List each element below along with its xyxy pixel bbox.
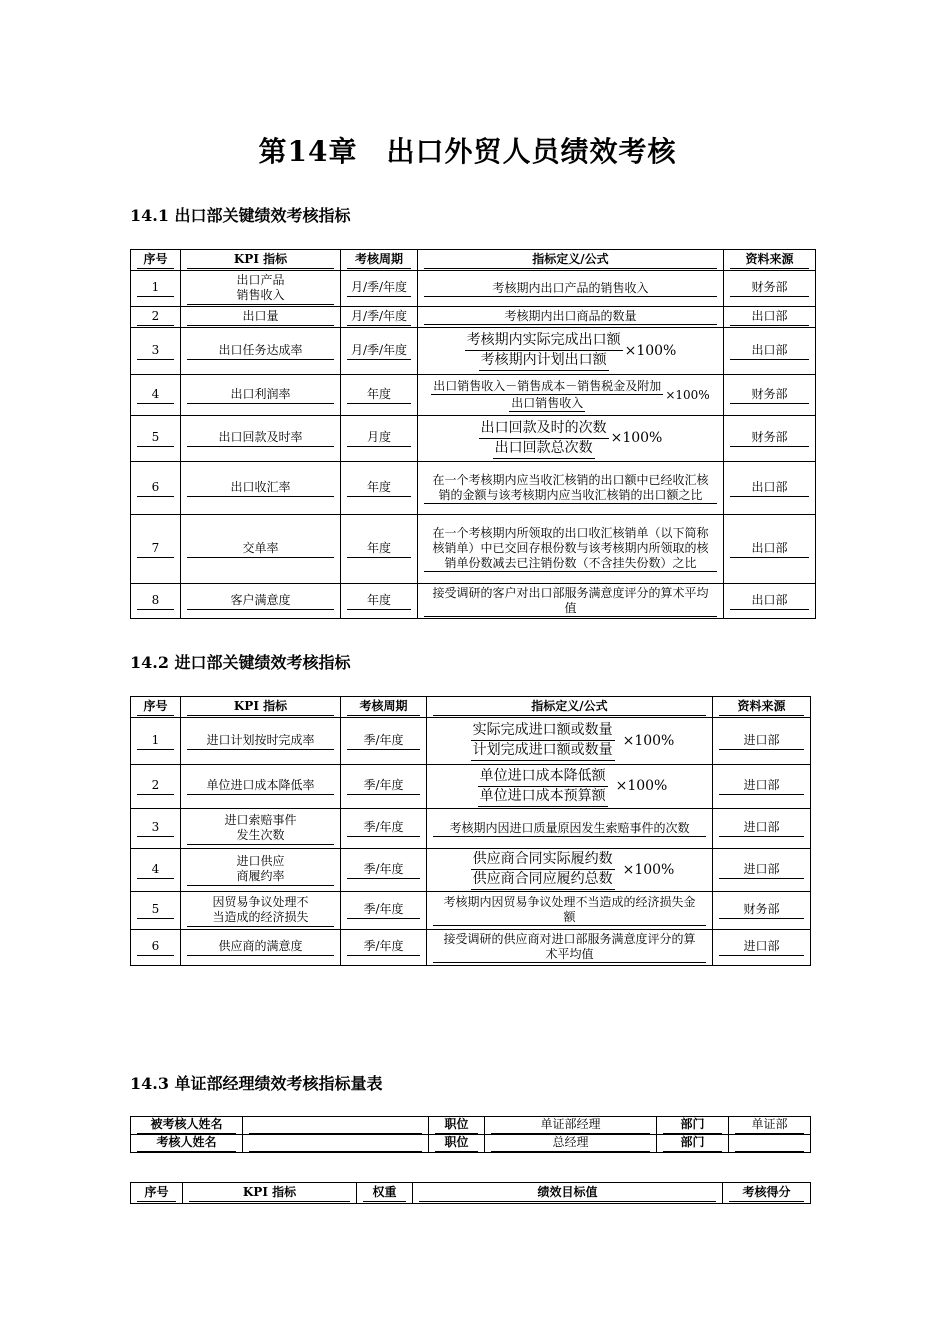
table-row <box>131 892 811 930</box>
column-header-label: KPI 指标 <box>189 1185 350 1202</box>
import-kpi-table <box>130 696 811 966</box>
table-row <box>131 271 816 307</box>
row-number: 8 <box>137 593 174 610</box>
assessee-name-label: 被考核人姓名 <box>137 1117 236 1134</box>
data-source: 进口部 <box>719 733 804 750</box>
formula <box>472 767 668 807</box>
assessment-period: 季/年度 <box>347 902 420 919</box>
source-cell <box>724 328 816 375</box>
assessee-department-value: 单证部 <box>735 1117 804 1134</box>
definition-cell <box>418 584 724 619</box>
assessment-period: 月/季/年度 <box>347 309 411 326</box>
kpi-name: 出口利润率 <box>187 387 334 404</box>
export-kpi-table <box>130 249 816 619</box>
kpi-name: 供应商的满意度 <box>187 939 334 956</box>
formula-multiplier: ×100% <box>665 387 710 402</box>
table-row <box>131 515 816 584</box>
period-cell <box>341 718 427 765</box>
kpi-name-cell <box>181 765 341 809</box>
column-header-label: 指标定义/公式 <box>424 252 717 269</box>
kpi-name: 出口量 <box>187 309 334 326</box>
kpi-name-cell <box>181 930 341 966</box>
period-cell <box>341 328 418 375</box>
column-header-label: 考核周期 <box>347 252 411 269</box>
column-header <box>713 697 811 718</box>
definition-text: 考核期内因进口质量原因发生索赔事件的次数 <box>433 821 706 837</box>
formula-denominator: 计划完成进口额或数量 <box>471 741 615 761</box>
row-number-cell <box>131 809 181 849</box>
column-header-label: 序号 <box>137 1185 176 1202</box>
data-source: 进口部 <box>719 778 804 795</box>
row-number-cell <box>131 584 181 619</box>
column-header-label: KPI 指标 <box>187 699 334 716</box>
data-source: 财务部 <box>730 387 809 404</box>
row-number-cell <box>131 307 181 328</box>
data-source: 出口部 <box>730 309 809 326</box>
definition-cell <box>418 375 724 416</box>
assessor-department-field[interactable] <box>735 1135 804 1152</box>
row-number-cell <box>131 328 181 375</box>
assessment-period: 月/季/年度 <box>347 280 411 297</box>
section-heading-1: 14.1 出口部关键绩效考核指标 <box>130 206 351 225</box>
row-number: 7 <box>137 541 174 558</box>
definition-cell <box>418 416 724 462</box>
assessor-position-value: 总经理 <box>491 1135 650 1152</box>
source-cell <box>713 930 811 966</box>
table-row <box>131 849 811 892</box>
assessment-period: 季/年度 <box>347 820 420 837</box>
formula-multiplier: ×100% <box>610 430 663 446</box>
period-cell <box>341 462 418 515</box>
table-row <box>131 328 816 375</box>
column-header-label: 序号 <box>137 252 174 269</box>
row-number: 6 <box>137 480 174 497</box>
row-number-cell <box>131 718 181 765</box>
kpi-name: 出口收汇率 <box>187 480 334 497</box>
data-source: 出口部 <box>730 593 809 610</box>
assessment-period: 年度 <box>347 480 411 497</box>
formula-denominator: 出口回款总次数 <box>493 439 595 459</box>
formula-multiplier: ×100% <box>622 861 675 878</box>
row-number-cell <box>131 515 181 584</box>
position-label: 职位 <box>435 1135 478 1152</box>
kpi-name-cell <box>181 328 341 375</box>
formula-denominator: 考核期内计划出口额 <box>479 351 609 371</box>
kpi-name: 进口计划按时完成率 <box>187 733 334 750</box>
table-row <box>131 375 816 416</box>
manager-kpi-table <box>130 1182 811 1204</box>
source-cell <box>724 307 816 328</box>
period-cell <box>341 416 418 462</box>
column-header <box>181 697 341 718</box>
kpi-name-cell <box>181 849 341 892</box>
formula-numerator: 出口销售收入－销售成本－销售税金及附加 <box>433 379 662 393</box>
source-cell <box>713 809 811 849</box>
definition-cell <box>418 328 724 375</box>
fraction <box>431 378 663 412</box>
fraction <box>465 331 623 371</box>
source-cell <box>724 271 816 307</box>
data-source: 财务部 <box>730 430 809 447</box>
row-number: 4 <box>137 862 174 879</box>
kpi-name: 出口任务达成率 <box>187 343 334 360</box>
definition-cell <box>427 718 713 765</box>
assessment-period: 年度 <box>347 541 411 558</box>
data-source: 财务部 <box>730 280 809 297</box>
assessee-row <box>131 1117 811 1135</box>
formula-numerator: 考核期内实际完成出口额 <box>465 331 623 351</box>
department-label: 部门 <box>663 1117 722 1134</box>
assessee-name-field[interactable] <box>249 1117 422 1134</box>
definition-text: 考核期内因贸易争议处理不当造成的经济损失金额 <box>433 895 706 926</box>
row-number: 6 <box>137 939 174 956</box>
data-source: 出口部 <box>730 480 809 497</box>
column-header-label: 资料来源 <box>730 252 809 269</box>
formula-denominator: 供应商合同应履约总数 <box>471 870 615 890</box>
column-header-label: 资料来源 <box>719 699 804 716</box>
kpi-name: 单位进口成本降低率 <box>187 778 334 795</box>
table-row <box>131 416 816 462</box>
table-header-row <box>131 697 811 718</box>
column-header <box>131 250 181 271</box>
source-cell <box>724 584 816 619</box>
assessment-period: 季/年度 <box>347 778 420 795</box>
column-header <box>341 250 418 271</box>
column-header <box>131 1183 183 1204</box>
row-number-cell <box>131 892 181 930</box>
definition-text: 接受调研的供应商对进口部服务满意度评分的算术平均值 <box>433 932 706 963</box>
row-number-cell <box>131 930 181 966</box>
kpi-name: 出口产品 销售收入 <box>187 273 334 305</box>
table-row <box>131 584 816 619</box>
definition-cell <box>427 809 713 849</box>
column-header <box>427 697 713 718</box>
formula-numerator: 供应商合同实际履约数 <box>471 850 615 870</box>
row-number: 5 <box>137 902 174 919</box>
source-cell <box>724 416 816 462</box>
definition-text: 考核期内出口商品的数量 <box>424 309 717 325</box>
table-row <box>131 809 811 849</box>
formula <box>465 850 675 890</box>
column-header <box>181 250 341 271</box>
definition-text: 接受调研的客户对出口部服务满意度评分的算术平均值 <box>424 586 717 617</box>
row-number: 4 <box>137 387 174 404</box>
formula-multiplier: ×100% <box>624 342 677 359</box>
kpi-name: 因贸易争议处理不 当造成的经济损失 <box>187 895 334 927</box>
assessee-position-value: 单证部经理 <box>491 1117 650 1134</box>
definition-cell <box>427 765 713 809</box>
formula-multiplier: ×100% <box>615 778 668 794</box>
definition-cell <box>418 307 724 328</box>
kpi-name: 进口索赔事件 发生次数 <box>187 813 334 845</box>
definition-text: 在一个考核期内所领取的出口收汇核销单（以下简称核销单）中已交回存根份数与该考核期内所领取的核销单份数减去已注销份数（不含挂失份数）之比 <box>424 526 717 572</box>
data-source: 财务部 <box>719 902 804 919</box>
formula-denominator: 出口销售收入 <box>511 396 584 410</box>
department-label: 部门 <box>663 1135 722 1152</box>
period-cell <box>341 307 418 328</box>
assessee-info-table <box>130 1116 811 1153</box>
column-header-label: 权重 <box>363 1185 406 1202</box>
assessment-period: 月度 <box>347 430 411 447</box>
fraction <box>465 721 621 761</box>
kpi-name-cell <box>181 462 341 515</box>
data-source: 进口部 <box>719 862 804 879</box>
formula <box>431 378 709 412</box>
data-source: 出口部 <box>730 541 809 558</box>
formula-numerator: 单位进口成本降低额 <box>478 767 608 787</box>
source-cell <box>713 765 811 809</box>
data-source: 进口部 <box>719 820 804 837</box>
fraction <box>479 419 609 459</box>
position-label: 职位 <box>435 1117 478 1134</box>
table-row <box>131 718 811 765</box>
source-cell <box>713 892 811 930</box>
row-number-cell <box>131 271 181 307</box>
column-header <box>131 697 181 718</box>
source-cell <box>724 462 816 515</box>
period-cell <box>341 271 418 307</box>
period-cell <box>341 892 427 930</box>
column-header-label: 指标定义/公式 <box>433 699 706 716</box>
period-cell <box>341 375 418 416</box>
row-number-cell <box>131 462 181 515</box>
data-source: 进口部 <box>719 939 804 956</box>
column-header <box>183 1183 357 1204</box>
table-row <box>131 462 816 515</box>
formula-multiplier: ×100% <box>622 732 675 749</box>
column-header-label: 考核周期 <box>347 699 420 716</box>
column-header <box>418 250 724 271</box>
source-cell <box>724 375 816 416</box>
source-cell <box>713 718 811 765</box>
page-title: 第14章 出口外贸人员绩效考核 <box>258 135 677 168</box>
definition-cell <box>427 892 713 930</box>
row-number: 5 <box>137 430 174 447</box>
kpi-name: 客户满意度 <box>187 593 334 610</box>
assessor-row <box>131 1135 811 1153</box>
assessment-period: 季/年度 <box>347 733 420 750</box>
table-row <box>131 930 811 966</box>
formula <box>465 721 675 761</box>
table-header-row <box>131 1183 811 1204</box>
formula-denominator: 单位进口成本预算额 <box>478 787 608 807</box>
period-cell <box>341 515 418 584</box>
table-header-row <box>131 250 816 271</box>
fraction <box>465 850 621 890</box>
kpi-name-cell <box>181 584 341 619</box>
kpi-name: 出口回款及时率 <box>187 430 334 447</box>
row-number: 1 <box>137 280 174 297</box>
column-header-label: 考核得分 <box>729 1185 804 1202</box>
kpi-name-cell <box>181 515 341 584</box>
column-header <box>723 1183 811 1204</box>
period-cell <box>341 849 427 892</box>
assessment-period: 月/季/年度 <box>347 343 411 360</box>
kpi-name-cell <box>181 375 341 416</box>
fraction <box>472 767 614 807</box>
assessment-period: 年度 <box>347 387 411 404</box>
column-header <box>341 697 427 718</box>
period-cell <box>341 584 418 619</box>
period-cell <box>341 809 427 849</box>
kpi-name-cell <box>181 416 341 462</box>
row-number: 3 <box>137 343 174 360</box>
row-number-cell <box>131 849 181 892</box>
column-header-label: 绩效目标值 <box>419 1185 716 1202</box>
kpi-name-cell <box>181 307 341 328</box>
formula <box>465 331 677 371</box>
period-cell <box>341 765 427 809</box>
definition-cell <box>418 271 724 307</box>
table-row <box>131 307 816 328</box>
assessment-period: 季/年度 <box>347 939 420 956</box>
row-number: 3 <box>137 820 174 837</box>
row-number: 1 <box>137 733 174 750</box>
kpi-name-cell <box>181 892 341 930</box>
formula <box>479 419 663 459</box>
definition-cell <box>427 849 713 892</box>
kpi-name: 交单率 <box>187 541 334 558</box>
row-number-cell <box>131 416 181 462</box>
column-header <box>413 1183 723 1204</box>
assessment-period: 季/年度 <box>347 862 420 879</box>
column-header-label: KPI 指标 <box>187 252 334 269</box>
row-number: 2 <box>137 778 174 795</box>
assessment-period: 年度 <box>347 593 411 610</box>
kpi-name-cell <box>181 271 341 307</box>
definition-text: 考核期内出口产品的销售收入 <box>424 281 717 297</box>
kpi-name: 进口供应 商履约率 <box>187 854 334 886</box>
kpi-name-cell <box>181 718 341 765</box>
column-header-label: 序号 <box>137 699 174 716</box>
section-heading-3: 14.3 单证部经理绩效考核指标量表 <box>130 1074 383 1093</box>
source-cell <box>713 849 811 892</box>
formula-numerator: 实际完成进口额或数量 <box>471 721 615 741</box>
definition-cell <box>418 462 724 515</box>
assessor-name-label: 考核人姓名 <box>137 1135 236 1152</box>
formula-numerator: 出口回款及时的次数 <box>479 419 609 439</box>
definition-text: 在一个考核期内应当收汇核销的出口额中已经收汇核销的金额与该考核期内应当收汇核销的出口额之比 <box>424 473 717 504</box>
table-row <box>131 765 811 809</box>
assessor-name-field[interactable] <box>249 1135 422 1152</box>
source-cell <box>724 515 816 584</box>
definition-cell <box>418 515 724 584</box>
column-header <box>724 250 816 271</box>
section-heading-2: 14.2 进口部关键绩效考核指标 <box>130 653 351 672</box>
period-cell <box>341 930 427 966</box>
kpi-name-cell <box>181 809 341 849</box>
row-number: 2 <box>137 309 174 326</box>
column-header <box>357 1183 413 1204</box>
row-number-cell <box>131 765 181 809</box>
definition-cell <box>427 930 713 966</box>
row-number-cell <box>131 375 181 416</box>
data-source: 出口部 <box>730 343 809 360</box>
